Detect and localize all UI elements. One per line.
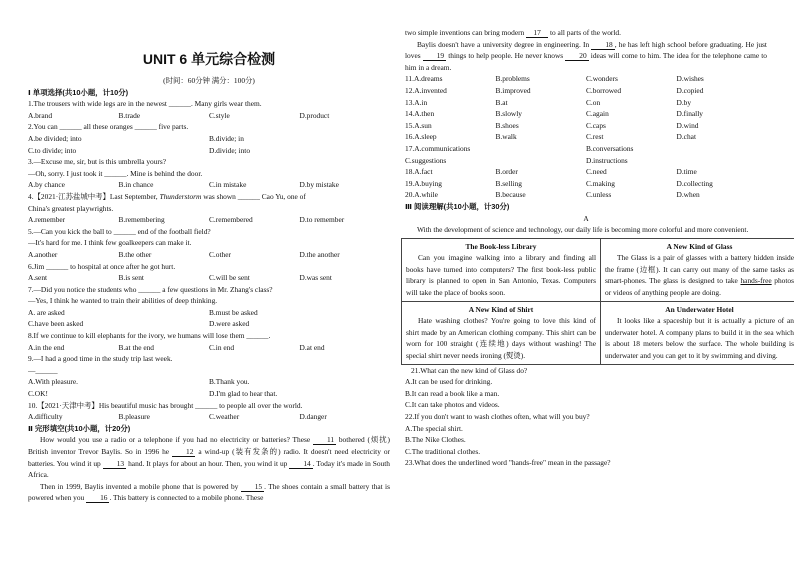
cloze-blank[interactable]: 12 bbox=[172, 447, 195, 457]
answer-option[interactable]: A.sent bbox=[28, 273, 48, 283]
answer-option[interactable]: C.other bbox=[209, 249, 231, 259]
answer-option[interactable]: C.on bbox=[586, 97, 601, 107]
answer-option[interactable]: C.in mistake bbox=[209, 180, 247, 190]
answer-option[interactable]: D.wishes bbox=[676, 74, 704, 84]
passage-label: A bbox=[583, 213, 589, 223]
right-column bbox=[405, 27, 794, 469]
table-row bbox=[402, 239, 794, 302]
question-stem: 4.【2021·江苏盐城中考】Last September, Thunderstorm was shown ______ Cao Yu, one of bbox=[28, 191, 306, 201]
exam-info: (时间：60分钟 满分：100分) bbox=[163, 76, 255, 85]
options-row bbox=[28, 272, 390, 284]
cell-title: A New Kind of Glass bbox=[666, 241, 733, 251]
answer-option[interactable]: B.It can read a book like a man. bbox=[405, 388, 500, 398]
options-row bbox=[28, 179, 390, 191]
answer-option[interactable]: C.making bbox=[586, 178, 615, 188]
answer-option[interactable]: D.time bbox=[676, 167, 697, 177]
answer-option[interactable]: 15.A.sun bbox=[405, 120, 432, 130]
section-heading: Ⅲ 阅读理解(共10小题，计30分) bbox=[405, 201, 510, 211]
cloze-paragraph: Then in 1999, Baylis invented a mobile phone that is powered by 15 . The shoes contain a small battery that is powered when you 16 . This battery is connected to a mobile phone. These bbox=[28, 481, 390, 503]
answer-option[interactable]: 18.A.fact bbox=[405, 167, 433, 177]
cloze-blank[interactable]: 19 bbox=[423, 51, 446, 61]
answer-option[interactable]: D.divide; into bbox=[209, 145, 251, 155]
cloze-blank[interactable]: 16 bbox=[86, 493, 109, 503]
answer-option[interactable]: D.the another bbox=[299, 249, 340, 259]
answer-option[interactable]: A.remember bbox=[28, 215, 66, 225]
answer-option[interactable]: D.by mistake bbox=[299, 180, 339, 190]
answer-option[interactable]: C.wonders bbox=[586, 74, 618, 84]
cloze-paragraph: How would you use a radio or a telephone if you had no electricity or batteries? These 11 bothered (烦扰) British inventor Trevor Baylis. So in 1996 he 12 a wind-up (装有发条的) radio. It doesn't need electricity or batteries. You wind it up 13 hand. It plays for about an hour. Then, you wind it up 14 . Today it's made in South Africa. bbox=[28, 435, 390, 480]
answer-option[interactable]: D.was sent bbox=[299, 273, 332, 283]
question-text: —It's hard for me. I think few goalkeepers can make it. bbox=[28, 238, 192, 248]
answer-option[interactable]: 20.A.while bbox=[405, 190, 438, 200]
answer-option[interactable]: D.by bbox=[676, 97, 692, 107]
answer-option[interactable]: C.will be sent bbox=[209, 273, 250, 283]
answer-option[interactable]: A.The special shirt. bbox=[405, 423, 463, 433]
answer-option[interactable]: C.suggestions bbox=[405, 155, 447, 165]
cell-body: Can you imagine walking into a library and finding all books have turned into computers? The first book-less public library is planned to open in San Antonio, Texas. Computers will take the place of books soon. bbox=[406, 253, 596, 298]
table-cell bbox=[402, 239, 600, 301]
answer-option[interactable]: A.by chance bbox=[28, 180, 65, 190]
answer-option[interactable]: A.difficulty bbox=[28, 412, 63, 422]
answer-option[interactable]: C.It can take photos and videos. bbox=[405, 400, 500, 410]
question-stem: 7.—Did you notice the students who ______ a few questions in Mr. Zhang's class? bbox=[28, 284, 273, 294]
answer-option[interactable]: A.It can be used for drinking. bbox=[405, 377, 493, 387]
answer-option[interactable]: C.again bbox=[586, 109, 609, 119]
options-row bbox=[28, 388, 390, 400]
cloze-paragraph: Baylis doesn't have a university degree in engineering. In 18 , he has left high school before graduating. He just loves 19 things to help people. He never knows 20 ideas will come to him. The idea for the telephone came to him in a dream. bbox=[405, 39, 768, 72]
question-text: —Yes, I think he wanted to train their abilities of deep thinking. bbox=[28, 296, 218, 306]
answer-option[interactable]: 12.A.invented bbox=[405, 85, 447, 95]
question-stem: 10.【2021·天津中考】His beautiful music has brought ______ to people all over the world. bbox=[28, 400, 303, 410]
reading-table bbox=[401, 238, 794, 365]
options-row bbox=[405, 120, 767, 132]
options-row bbox=[28, 110, 390, 122]
answer-option[interactable]: D.at end bbox=[299, 342, 325, 352]
cloze-paragraph: two simple inventions can bring modern 17 to all parts of the world. bbox=[405, 28, 621, 37]
section-heading: Ⅱ 完形填空(共10小题，计20分) bbox=[28, 423, 131, 433]
question-stem: 21.What can the new kind of Glass do? bbox=[411, 365, 528, 375]
answer-option[interactable]: 11.A.dreams bbox=[405, 74, 443, 84]
answer-option[interactable]: C.unless bbox=[586, 190, 612, 200]
answer-option[interactable]: A.be divided; into bbox=[28, 133, 82, 143]
options-row bbox=[405, 178, 767, 190]
cloze-blank[interactable]: 13 bbox=[103, 459, 126, 469]
answer-option[interactable]: B.at bbox=[495, 97, 508, 107]
answer-option[interactable]: B.remembering bbox=[118, 215, 165, 225]
answer-option[interactable]: B.order bbox=[495, 167, 518, 177]
question-stem: 6.Jim ______ to hospital at once after he got hurt. bbox=[28, 261, 176, 271]
cloze-blank[interactable]: 15 bbox=[241, 482, 264, 492]
cell-title: A New Kind of Shirt bbox=[468, 304, 534, 314]
answer-option[interactable]: B.selling bbox=[495, 178, 522, 188]
answer-option[interactable]: C.weather bbox=[209, 412, 240, 422]
options-row bbox=[405, 131, 767, 143]
options-row bbox=[28, 342, 390, 354]
answer-option[interactable]: D.finally bbox=[676, 109, 703, 119]
cloze-blank[interactable]: 20 bbox=[565, 51, 588, 61]
cloze-blank[interactable]: 11 bbox=[313, 435, 336, 445]
answer-option[interactable]: A.in the end bbox=[28, 342, 65, 352]
answer-option[interactable]: B.problems bbox=[495, 74, 530, 84]
cloze-options bbox=[405, 73, 767, 201]
answer-option[interactable]: A.another bbox=[28, 249, 58, 259]
answer-option[interactable]: C.caps bbox=[586, 120, 606, 130]
question-stem: 2.You can ______ all these oranges ______ five parts. bbox=[28, 122, 189, 132]
section-heading: Ⅰ 单项选择(共10小题，计10分) bbox=[28, 87, 129, 97]
question-stem: 8.If we continue to kill elephants for the ivory, we humans will lose them ______. bbox=[28, 331, 271, 341]
answer-option[interactable]: B.the other bbox=[118, 249, 152, 259]
cloze-blank[interactable]: 14 bbox=[289, 459, 312, 469]
question-stem: 22.If you don't want to wash clothes often, what will you buy? bbox=[405, 412, 590, 421]
answer-option[interactable]: A. are asked bbox=[28, 307, 65, 317]
cell-body: The Glass is a pair of glasses with a battery hidden inside the frame (边框). It can carry out many of the same tasks as smart-phones. The glass is designed to take hands-free photos or videos of anything people are doing. bbox=[605, 253, 794, 298]
answer-option[interactable]: D.to remember bbox=[299, 215, 345, 225]
cloze-blank[interactable]: 18 bbox=[591, 40, 614, 50]
cell-body: It looks like a spaceship but it is actually a picture of an underwater hotel. A company plans to build it in the sea which is about 18 meters below the surface. The whole building is underwater and you can get to it by swimming and diving. bbox=[605, 316, 794, 361]
answer-option[interactable]: C.have been asked bbox=[28, 319, 84, 329]
answer-option[interactable]: B.at the end bbox=[118, 342, 155, 352]
question-text: China's greatest playwrights. bbox=[28, 203, 114, 213]
answer-option[interactable]: B.Thank you. bbox=[209, 377, 250, 387]
answer-option[interactable]: B.is sent bbox=[118, 273, 144, 283]
answer-option[interactable]: B.improved bbox=[495, 85, 531, 95]
answer-option[interactable]: 17.A.communications bbox=[405, 143, 471, 153]
options-row bbox=[28, 145, 390, 157]
question-stem: 1.The trousers with wide legs are in the newest ______. Many girls wear them. bbox=[28, 99, 262, 109]
page-title: UNIT 6 单元综合检测 bbox=[142, 51, 276, 67]
cell-body: Hate washing clothes? You're going to love this kind of shirt made by an American clothing company. This shirt can be worn for 100 straight (连续地) days without washing! The special shirt never needs ironing (熨烫). bbox=[406, 316, 596, 361]
answer-option[interactable]: C.OK! bbox=[28, 389, 48, 399]
answer-option[interactable]: C.The traditional clothes. bbox=[405, 446, 481, 456]
table-cell bbox=[600, 239, 794, 301]
answer-option[interactable]: C.rest bbox=[586, 132, 604, 142]
answer-option[interactable]: A.With pleasure. bbox=[28, 377, 78, 387]
options-row bbox=[28, 307, 390, 319]
cell-title: An Underwater Hotel bbox=[665, 304, 734, 314]
options-row bbox=[405, 166, 767, 178]
options-row bbox=[28, 411, 390, 423]
options-row bbox=[405, 73, 767, 85]
answer-option[interactable]: C.style bbox=[209, 110, 230, 120]
options-row bbox=[405, 155, 767, 167]
options-row bbox=[28, 376, 390, 388]
question-stem: 9.—I had a good time in the study trip last week. bbox=[28, 354, 173, 364]
answer-option[interactable]: B.shoes bbox=[495, 120, 519, 130]
options-row bbox=[405, 97, 767, 109]
table-cell bbox=[402, 302, 600, 364]
answer-option[interactable]: 13.A.in bbox=[405, 97, 428, 107]
question-stem: 3.—Excuse me, sir, but is this umbrella yours? bbox=[28, 157, 167, 167]
question-stem: 23.What does the underlined word "hands-free" mean in the passage? bbox=[405, 458, 611, 468]
answer-option[interactable]: B.conversations bbox=[586, 143, 634, 153]
answer-option[interactable]: B.trade bbox=[118, 110, 141, 120]
answer-option[interactable]: B.because bbox=[495, 190, 526, 200]
options-row bbox=[405, 85, 767, 97]
passage-intro: With the development of science and technology, our daily life is becoming more colorful and more convenient. bbox=[417, 225, 749, 235]
cell-title: The Book-less Library bbox=[465, 241, 537, 251]
question-stem: 5.—Can you kick the ball to ______ end of the football field? bbox=[28, 226, 211, 236]
answer-option[interactable]: A.brand bbox=[28, 110, 53, 120]
answer-option[interactable]: D.I'm glad to hear that. bbox=[209, 389, 278, 399]
answer-option[interactable]: B.slowly bbox=[495, 109, 522, 119]
answer-option[interactable]: D.were asked bbox=[209, 319, 250, 329]
answer-option[interactable]: B.must be asked bbox=[209, 307, 258, 317]
options-row bbox=[405, 108, 767, 120]
answer-option[interactable]: B.walk bbox=[495, 132, 517, 142]
question-text: —______ bbox=[28, 365, 58, 375]
table-cell bbox=[600, 302, 794, 364]
answer-option[interactable]: D.danger bbox=[299, 412, 327, 422]
answer-option[interactable]: B.The Nike Clothes. bbox=[405, 435, 466, 445]
table-row bbox=[402, 302, 794, 364]
answer-option[interactable]: D.chat bbox=[676, 132, 696, 142]
cloze-blank[interactable]: 17 bbox=[526, 28, 548, 38]
options-row bbox=[28, 214, 390, 226]
answer-option[interactable]: D.instructions bbox=[586, 155, 628, 165]
options-row bbox=[28, 318, 390, 330]
options-row bbox=[405, 143, 767, 155]
options-row bbox=[405, 189, 767, 201]
left-column bbox=[28, 0, 390, 504]
question-text: —Oh, sorry. I just took it ______. Mine is behind the door. bbox=[28, 168, 203, 178]
answer-option[interactable]: C.in end bbox=[209, 342, 235, 352]
answer-option[interactable]: D.copied bbox=[676, 85, 704, 95]
options-row bbox=[28, 133, 390, 145]
options-row bbox=[28, 249, 390, 261]
answer-option[interactable]: D.when bbox=[676, 190, 700, 200]
answer-option[interactable]: D.wind bbox=[676, 120, 699, 130]
answer-option[interactable]: C.borrowed bbox=[586, 85, 622, 95]
answer-option[interactable]: 16.A.sleep bbox=[405, 132, 437, 142]
answer-option[interactable]: 19.A.buying bbox=[405, 178, 442, 188]
answer-option[interactable]: D.product bbox=[299, 110, 330, 120]
answer-option[interactable]: B.divide; in bbox=[209, 133, 244, 143]
answer-option[interactable]: 14.A.then bbox=[405, 109, 435, 119]
answer-option[interactable]: C.remembered bbox=[209, 215, 253, 225]
answer-option[interactable]: C.to divide; into bbox=[28, 145, 77, 155]
answer-option[interactable]: B.in chance bbox=[118, 180, 154, 190]
answer-option[interactable]: D.collecting bbox=[676, 178, 713, 188]
answer-option[interactable]: C.need bbox=[586, 167, 607, 177]
underlined-word: hands-free bbox=[740, 276, 772, 286]
single-choice-list bbox=[28, 98, 390, 423]
answer-option[interactable]: B.pleasure bbox=[118, 412, 150, 422]
